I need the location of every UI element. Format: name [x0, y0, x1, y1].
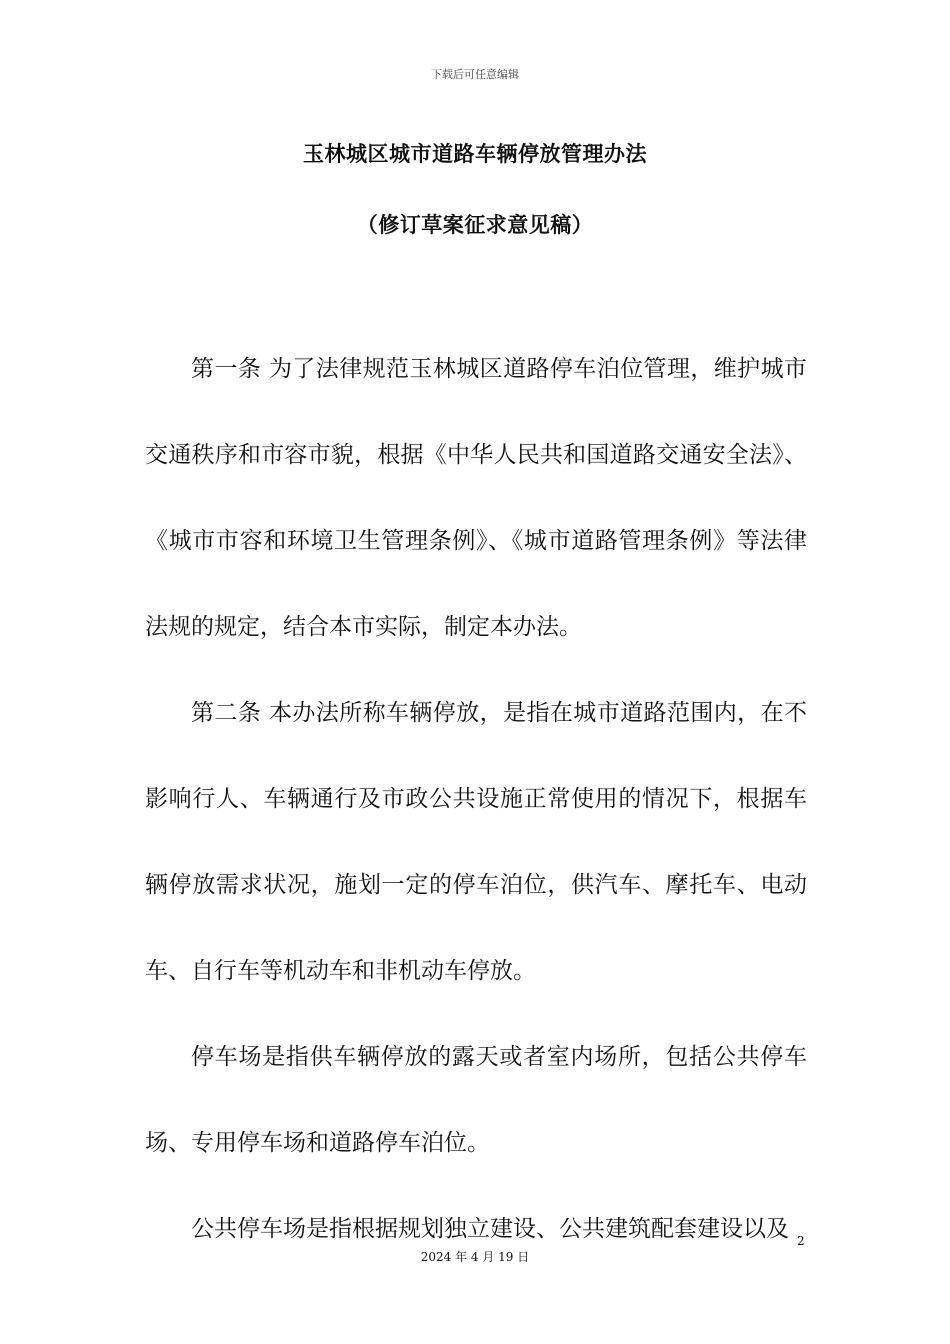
- paragraph-public-parking-definition: 公共停车场是指根据规划独立建设、公共建筑配套建设以及: [191, 1216, 789, 1242]
- document-body: [145, 326, 807, 1272]
- paragraph-article-1: 第一条 为了法律规范玉林城区道路停车泊位管理，维护城市交通秩序和市容市貌，根据《中华人民共和国道路交通安全法》、《城市市容和环境卫生管理条例》、《城市道路管理条例》等法律法规的规定，结合本市实际，制定本办法。: [145, 356, 807, 640]
- paragraph-parking-lot-definition: 停车场是指供车辆停放的露天或者室内场所，包括公共停车场、专用停车场和道路停车泊位。: [145, 1044, 807, 1156]
- document-title: 玉林城区城市道路车辆停放管理办法: [303, 142, 647, 166]
- page-number: 2: [797, 1234, 805, 1248]
- header-note: 下载后可任意编辑: [431, 68, 519, 81]
- footer-date: 2024 年 4 月 19 日: [420, 1250, 530, 1264]
- document-subtitle: （修订草案征求意见稿）: [356, 213, 594, 237]
- paragraph-article-2: 第二条 本办法所称车辆停放，是指在城市道路范围内，在不影响行人、车辆通行及市政公共设施正常使用的情况下，根据车辆停放需求状况，施划一定的停车泊位，供汽车、摩托车、电动车、自行车等机动车和非机动车停放。: [145, 700, 807, 984]
